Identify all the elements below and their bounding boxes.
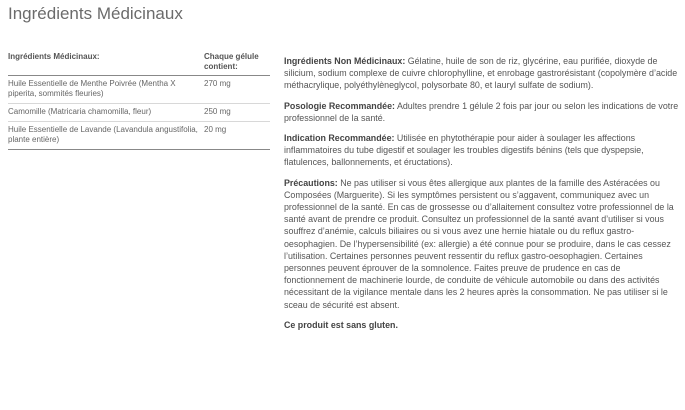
section-text: Ne pas utiliser si vous êtes allergique aux plantes de la famille des Astéracées ou Composées (Marguerite). Si les symptômes persistent ou s’aggavent, communiquez avec un professionnel de la santé. En cas de grossesse ou d’allaitement consultez votre professionnel de la santé avant de prendre ce produit. Consultez un professionnel de la santé avant d’utiliser si vous souffrez d’anémie, calculs biliaires ou si vous avez une hernie hiatale ou du reflux gastro-oesophagien. De l’hypersensibilité (ex: allergie) a été connue pour se produire, dans le cas cessez l’utilisation. Certaines personnes peuvent ressentir du reflux gastro-oesophagien. Certaines personnes peuvent éprouver de la somnolence. Faites preuve de prudence en cas de fonctionnement de machinerie lourde, de conduite de véhicule automobile ou dans des activités nécessitant de la vigilance mentale dans les 2 heures après la consommation. Ne pas utiliser si le sceau de sécurité est absent. xyxy=(284,177,674,310)
section-label: Précautions: xyxy=(284,177,338,188)
medicinal-ingredients-table xyxy=(8,52,270,150)
section-text: Utilisée en phytothérapie pour aider à soulager les affections inflammatoires du tube digestif et soulager les troubles digestifs bénins (tels que dyspepsie, flatulences, ballonnements, et éructations). xyxy=(284,133,644,168)
ingredient-amount: 250 mg xyxy=(204,104,270,122)
ingredient-amount: 20 mg xyxy=(204,122,270,150)
ingredient-amount: 270 mg xyxy=(204,76,270,104)
indication-section xyxy=(284,132,682,169)
non-medicinal-ingredients-section xyxy=(284,55,682,92)
section-text: Gélatine, huile de son de riz, glycérine, eau purifiée, dioxyde de silicium, sodium complexe de cuivre chlorophylline, et enrobage gastrorésistant (copolymère d’acide méthacrylique, polyéthylèneglycol, polysorbate 80, et lauryl sulfate de sodium). xyxy=(284,56,678,91)
table-header-row xyxy=(8,52,270,76)
column-header-amount: Chaque gélule contient: xyxy=(204,52,270,76)
precautions-section xyxy=(284,177,682,311)
section-label: Indication Recommandée: xyxy=(284,133,395,144)
ingredient-name: Camomille (Matricaria chamomilla, fleur) xyxy=(8,104,204,122)
section-label: Ingrédients Non Médicinaux: xyxy=(284,56,406,66)
gluten-note-text: Ce produit est sans gluten. xyxy=(284,319,398,330)
page-title: Ingrédients Médicinaux xyxy=(8,4,183,23)
product-info-panel xyxy=(284,55,682,339)
gluten-free-note xyxy=(284,319,682,331)
dosage-section xyxy=(284,100,682,124)
table-row xyxy=(8,122,270,150)
table-row xyxy=(8,76,270,104)
table-row xyxy=(8,104,270,122)
section-text: Adultes prendre 1 gélule 2 fois par jour ou selon les indications de votre professionnel de la santé. xyxy=(284,100,679,123)
section-label: Posologie Recommandée: xyxy=(284,100,395,111)
ingredient-name: Huile Essentielle de Lavande (Lavandula angustifolia, plante entière) xyxy=(8,122,204,150)
column-header-ingredients: Ingrédients Médicinaux: xyxy=(8,52,204,76)
ingredient-name: Huile Essentielle de Menthe Poivrée (Mentha X piperita, sommités fleuries) xyxy=(8,76,204,104)
